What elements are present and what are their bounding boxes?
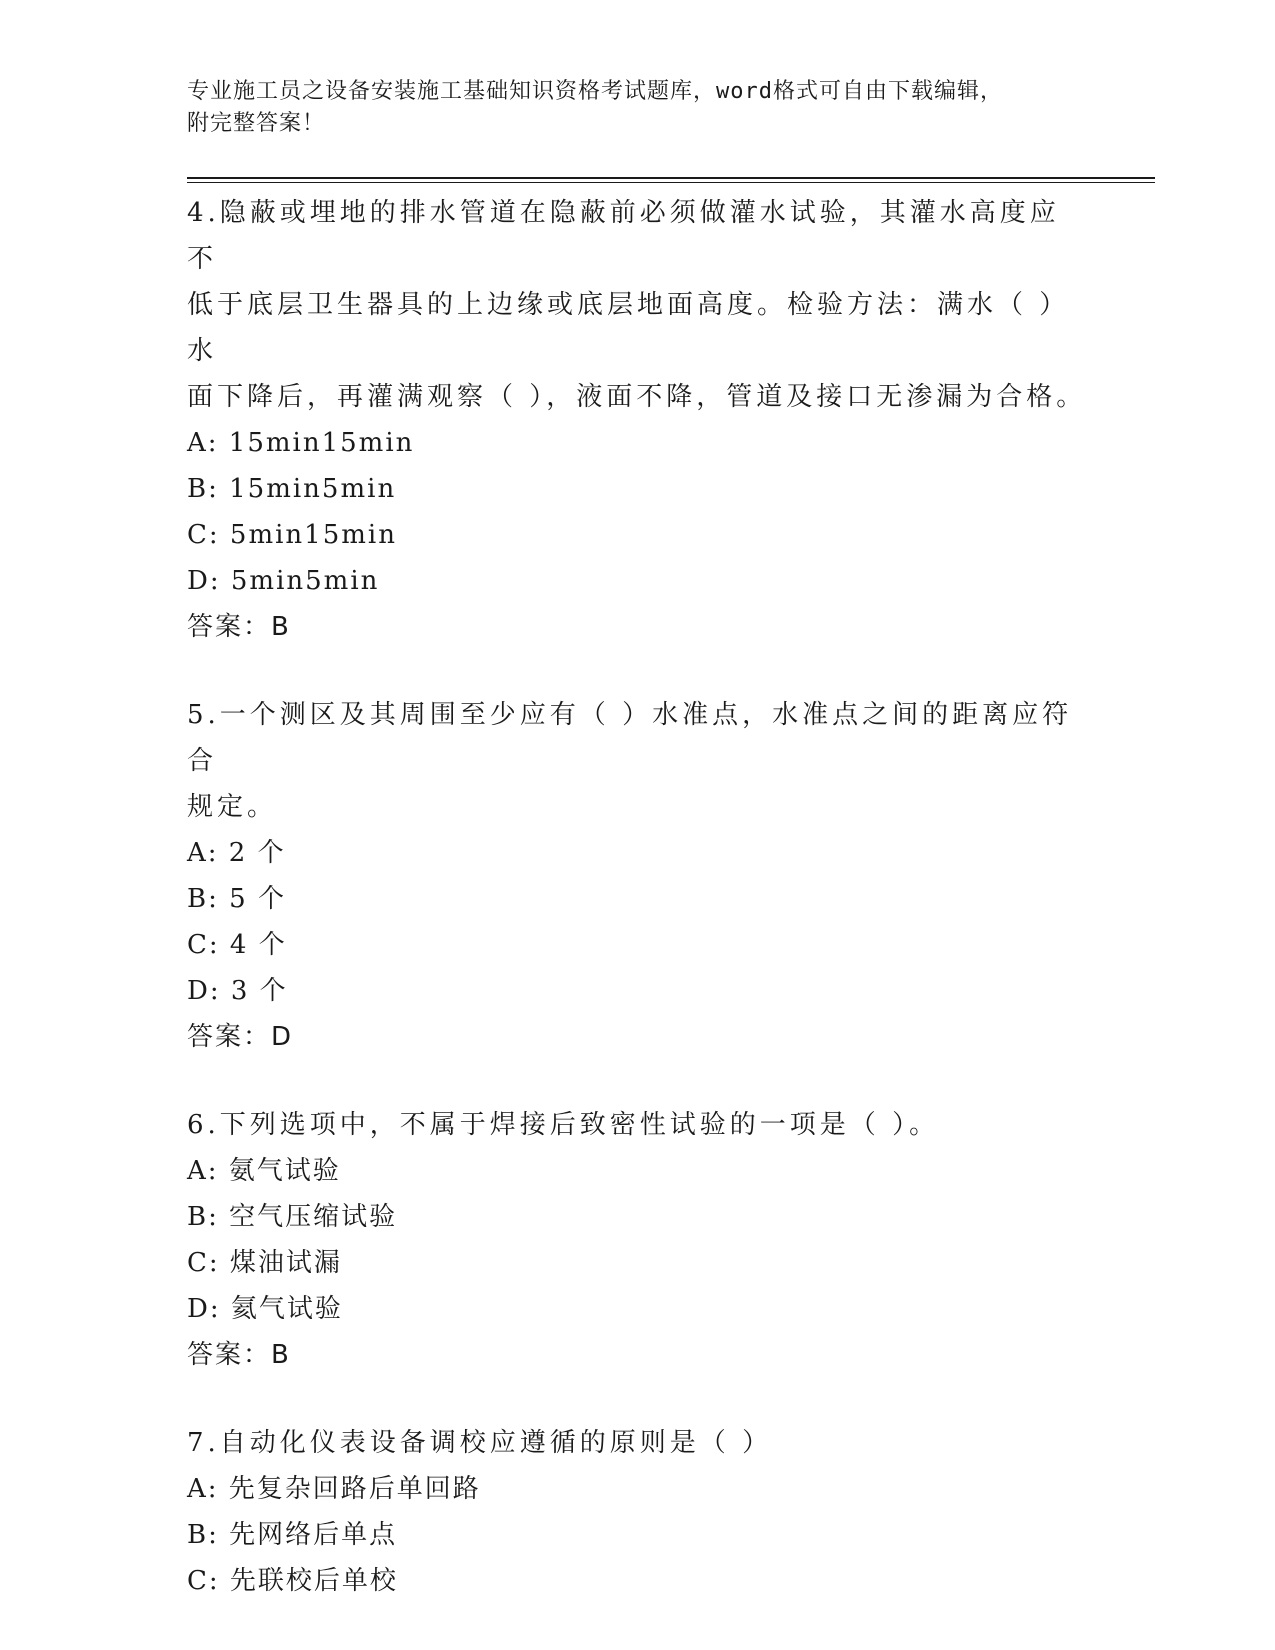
question-7: [187, 1420, 1087, 1604]
header-line-1: 专业施工员之设备安装施工基础知识资格考试题库，word格式可自由下载编辑，: [187, 79, 1003, 104]
answer-line: 答案：B: [187, 612, 291, 642]
option-a: A: 15min15min: [187, 428, 415, 458]
option-d: D: 5min5min: [187, 566, 380, 596]
option-a: A: 氨气试验: [187, 1156, 341, 1186]
option-b: B: 空气压缩试验: [187, 1202, 398, 1232]
document-header: [187, 76, 1067, 140]
question-6: [187, 1102, 1087, 1378]
question-text-line: 6.下列选项中，不属于焊接后致密性试验的一项是（ ）。: [187, 1110, 940, 1140]
option-a: A: 先复杂回路后单回路: [187, 1474, 481, 1504]
option-a: A: 2 个: [187, 838, 286, 868]
option-c: C: 先联校后单校: [187, 1566, 398, 1596]
answer-line: 答案：D: [187, 1022, 294, 1052]
question-text-line: 面下降后，再灌满观察（ ），液面不降，管道及接口无渗漏为合格。: [187, 382, 1087, 412]
header-line-2: 附完整答案！: [187, 111, 326, 136]
option-c: C: 煤油试漏: [187, 1248, 342, 1278]
question-4: [187, 190, 1087, 650]
header-divider-top: [187, 177, 1155, 179]
option-d: D: 3 个: [187, 976, 288, 1006]
option-b: B: 先网络后单点: [187, 1520, 398, 1550]
question-text-line: 7.自动化仪表设备调校应遵循的原则是（ ）: [187, 1428, 773, 1458]
option-b: B: 5 个: [187, 884, 286, 914]
question-text-line: 5.一个测区及其周围至少应有（ ）水准点，水准点之间的距离应符合: [187, 700, 1073, 776]
option-d: D: 氦气试验: [187, 1294, 343, 1324]
question-5: [187, 692, 1087, 1060]
question-text-line: 低于底层卫生器具的上边缘或底层地面高度。检验方法：满水（ ）水: [187, 290, 1070, 366]
question-text-line: 规定。: [187, 792, 278, 822]
option-c: C: 4 个: [187, 930, 287, 960]
header-divider-bottom: [187, 182, 1155, 183]
option-c: C: 5min15min: [187, 520, 397, 550]
answer-line: 答案：B: [187, 1340, 291, 1370]
question-list: [187, 190, 1087, 1646]
question-text-line: 4.隐蔽或埋地的排水管道在隐蔽前必须做灌水试验，其灌水高度应不: [187, 198, 1060, 274]
option-b: B: 15min5min: [187, 474, 397, 504]
